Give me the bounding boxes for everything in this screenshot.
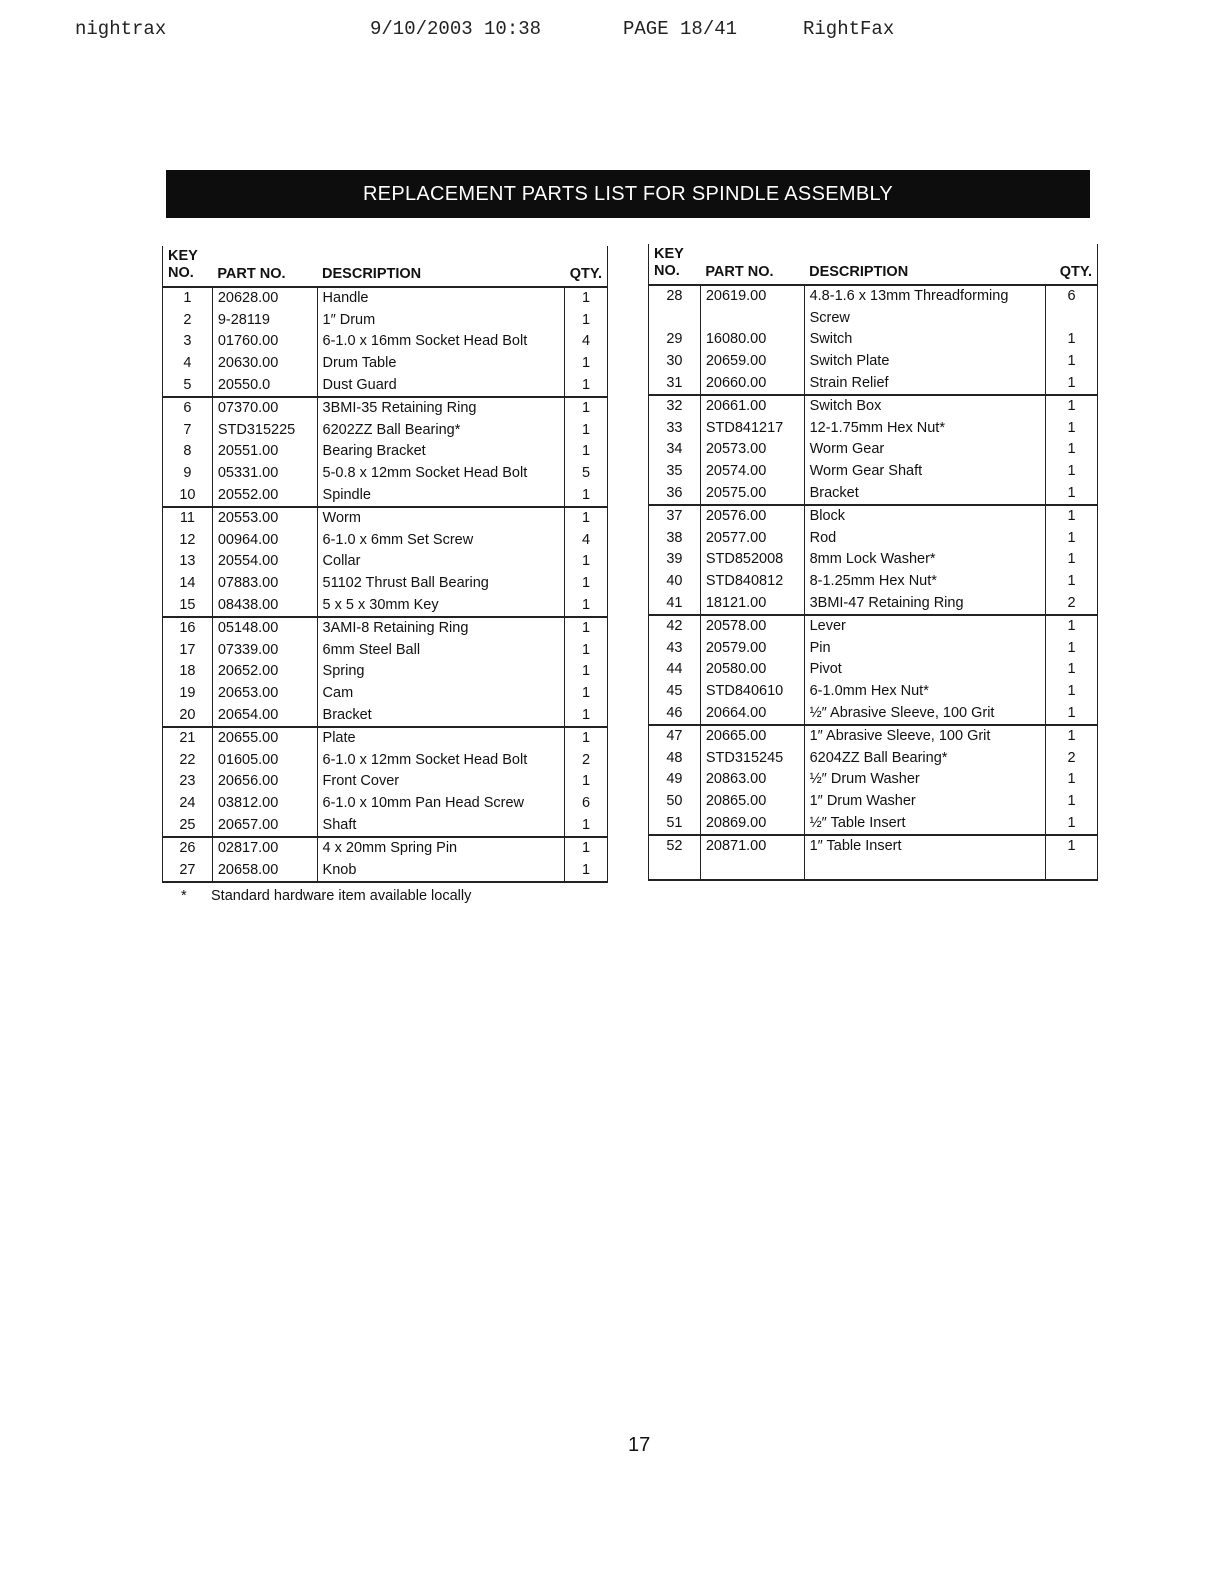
table-row xyxy=(163,287,608,310)
key-cell: 15 xyxy=(163,594,213,617)
fax-sender: nightrax xyxy=(75,18,167,40)
part-no-cell: 20551.00 xyxy=(212,441,317,463)
part-no-cell: STD840812 xyxy=(700,571,804,593)
qty-cell: 1 xyxy=(564,353,607,375)
key-cell: 17 xyxy=(163,640,213,662)
table-row xyxy=(649,592,1098,615)
part-no-cell: STD840610 xyxy=(700,681,804,703)
key-cell: 46 xyxy=(649,702,701,725)
qty-cell: 1 xyxy=(564,859,607,882)
qty-cell: 1 xyxy=(1046,482,1098,505)
description-cell: Handle xyxy=(317,287,564,310)
description-cell: 6-1.0 x 6mm Set Screw xyxy=(317,530,564,552)
description-cell: 1″ Abrasive Sleeve, 100 Grit xyxy=(804,725,1046,748)
table-row xyxy=(649,615,1098,638)
qty-cell xyxy=(1046,308,1098,330)
table-row xyxy=(163,683,608,705)
part-no-cell: STD841217 xyxy=(700,418,804,440)
part-no-cell: 20552.00 xyxy=(212,484,317,507)
key-cell: 20 xyxy=(163,704,213,727)
key-cell: 1 xyxy=(163,287,213,310)
key-cell: 45 xyxy=(649,681,701,703)
description-cell: 3AMI-8 Retaining Ring xyxy=(317,617,564,640)
qty-cell: 1 xyxy=(1046,812,1098,835)
column-header-qty: QTY. xyxy=(564,246,607,287)
part-no-cell: 05148.00 xyxy=(212,617,317,640)
part-no-cell: 03812.00 xyxy=(212,793,317,815)
table-row xyxy=(649,791,1098,813)
key-cell: 14 xyxy=(163,573,213,595)
part-no-cell: STD315225 xyxy=(212,420,317,442)
key-cell: 33 xyxy=(649,418,701,440)
part-no-cell: 20653.00 xyxy=(212,683,317,705)
description-cell: 3BMI-35 Retaining Ring xyxy=(317,397,564,420)
qty-cell: 1 xyxy=(564,727,607,750)
key-cell: 24 xyxy=(163,793,213,815)
table-row xyxy=(649,308,1098,330)
key-cell: 12 xyxy=(163,530,213,552)
description-cell: ½″ Drum Washer xyxy=(804,769,1046,791)
description-cell: Block xyxy=(804,505,1046,528)
description-cell: Switch Plate xyxy=(804,351,1046,373)
table-row xyxy=(649,857,1098,880)
part-no-cell: 05331.00 xyxy=(212,463,317,485)
part-no-cell xyxy=(700,308,804,330)
key-cell: 8 xyxy=(163,441,213,463)
key-cell xyxy=(649,857,701,880)
description-cell: 5 x 5 x 30mm Key xyxy=(317,594,564,617)
description-cell: Bracket xyxy=(317,704,564,727)
description-cell: Shaft xyxy=(317,814,564,837)
key-cell: 18 xyxy=(163,661,213,683)
description-cell: Worm Gear xyxy=(804,439,1046,461)
key-cell: 30 xyxy=(649,351,701,373)
part-no-cell: 07370.00 xyxy=(212,397,317,420)
key-cell: 38 xyxy=(649,528,701,550)
part-no-cell: 20658.00 xyxy=(212,859,317,882)
part-no-cell: 20665.00 xyxy=(700,725,804,748)
key-cell: 44 xyxy=(649,659,701,681)
part-no-cell: 20579.00 xyxy=(700,638,804,660)
qty-cell: 1 xyxy=(564,507,607,530)
description-cell: 6202ZZ Ball Bearing* xyxy=(317,420,564,442)
qty-cell: 2 xyxy=(1046,592,1098,615)
description-cell: Bearing Bracket xyxy=(317,441,564,463)
qty-cell: 1 xyxy=(1046,329,1098,351)
fax-brand: RightFax xyxy=(803,18,895,40)
part-no-cell: 20580.00 xyxy=(700,659,804,681)
qty-cell: 6 xyxy=(564,793,607,815)
qty-cell: 1 xyxy=(1046,351,1098,373)
qty-cell: 1 xyxy=(564,683,607,705)
qty-cell: 1 xyxy=(1046,638,1098,660)
table-row xyxy=(163,814,608,837)
part-no-cell: 20577.00 xyxy=(700,528,804,550)
description-cell: Strain Relief xyxy=(804,372,1046,395)
qty-cell: 1 xyxy=(1046,681,1098,703)
part-no-cell: 01605.00 xyxy=(212,749,317,771)
part-no-cell: 20863.00 xyxy=(700,769,804,791)
key-cell: 26 xyxy=(163,837,213,860)
table-row xyxy=(163,397,608,420)
part-no-cell: 20575.00 xyxy=(700,482,804,505)
qty-cell: 1 xyxy=(564,287,607,310)
description-cell: Switch xyxy=(804,329,1046,351)
description-cell: 6mm Steel Ball xyxy=(317,640,564,662)
qty-cell: 6 xyxy=(1046,285,1098,308)
qty-cell: 1 xyxy=(1046,725,1098,748)
part-no-cell: 02817.00 xyxy=(212,837,317,860)
table-row xyxy=(649,528,1098,550)
qty-cell: 1 xyxy=(564,420,607,442)
part-no-cell: 20554.00 xyxy=(212,551,317,573)
qty-cell: 1 xyxy=(1046,461,1098,483)
part-no-cell: 01760.00 xyxy=(212,331,317,353)
table-row xyxy=(163,727,608,750)
description-cell: 6-1.0 x 10mm Pan Head Screw xyxy=(317,793,564,815)
part-no-cell: 20574.00 xyxy=(700,461,804,483)
description-cell: Bracket xyxy=(804,482,1046,505)
qty-cell: 1 xyxy=(1046,372,1098,395)
qty-cell: 1 xyxy=(1046,571,1098,593)
qty-cell: 1 xyxy=(564,374,607,397)
table-row xyxy=(163,640,608,662)
description-cell: Pin xyxy=(804,638,1046,660)
table-row xyxy=(649,549,1098,571)
table-row xyxy=(163,594,608,617)
table-row xyxy=(163,530,608,552)
description-cell: Front Cover xyxy=(317,771,564,793)
key-cell: 31 xyxy=(649,372,701,395)
qty-cell: 1 xyxy=(564,551,607,573)
description-cell: 1″ Table Insert xyxy=(804,835,1046,858)
qty-cell: 1 xyxy=(1046,528,1098,550)
key-cell: 47 xyxy=(649,725,701,748)
table-row xyxy=(649,285,1098,308)
table-row xyxy=(163,374,608,397)
qty-cell: 1 xyxy=(564,814,607,837)
description-cell: Cam xyxy=(317,683,564,705)
qty-cell: 1 xyxy=(564,640,607,662)
key-cell: 22 xyxy=(163,749,213,771)
qty-cell: 1 xyxy=(1046,791,1098,813)
description-cell: ½″ Table Insert xyxy=(804,812,1046,835)
description-cell: 51102 Thrust Ball Bearing xyxy=(317,573,564,595)
part-no-cell: 20573.00 xyxy=(700,439,804,461)
description-cell: 6-1.0 x 12mm Socket Head Bolt xyxy=(317,749,564,771)
table-row xyxy=(649,638,1098,660)
table-row xyxy=(163,771,608,793)
qty-cell: 2 xyxy=(564,749,607,771)
part-no-cell: 9-28119 xyxy=(212,310,317,332)
table-row xyxy=(649,439,1098,461)
key-cell: 25 xyxy=(163,814,213,837)
key-cell: 19 xyxy=(163,683,213,705)
description-cell: 6-1.0mm Hex Nut* xyxy=(804,681,1046,703)
qty-cell: 1 xyxy=(1046,505,1098,528)
part-no-cell: 20628.00 xyxy=(212,287,317,310)
key-cell: 6 xyxy=(163,397,213,420)
description-cell: Worm Gear Shaft xyxy=(804,461,1046,483)
part-no-cell: 00964.00 xyxy=(212,530,317,552)
description-cell: Pivot xyxy=(804,659,1046,681)
part-no-cell: 07339.00 xyxy=(212,640,317,662)
table-row xyxy=(649,681,1098,703)
part-no-cell: 20655.00 xyxy=(212,727,317,750)
part-no-cell: 20550.0 xyxy=(212,374,317,397)
part-no-cell: 20661.00 xyxy=(700,395,804,418)
table-row xyxy=(163,617,608,640)
key-cell: 10 xyxy=(163,484,213,507)
part-no-cell: STD315245 xyxy=(700,747,804,769)
key-cell: 34 xyxy=(649,439,701,461)
qty-cell: 1 xyxy=(564,484,607,507)
description-cell: Switch Box xyxy=(804,395,1046,418)
column-header-part-no: PART NO. xyxy=(700,244,804,285)
table-row xyxy=(163,463,608,485)
key-cell: 16 xyxy=(163,617,213,640)
key-cell: 52 xyxy=(649,835,701,858)
qty-cell: 5 xyxy=(564,463,607,485)
key-cell: 32 xyxy=(649,395,701,418)
table-row xyxy=(649,395,1098,418)
column-header-part-no: PART NO. xyxy=(212,246,317,287)
table-row xyxy=(649,505,1098,528)
table-row xyxy=(649,747,1098,769)
column-header-description: DESCRIPTION xyxy=(317,246,564,287)
description-cell: Rod xyxy=(804,528,1046,550)
part-no-cell: 20654.00 xyxy=(212,704,317,727)
part-no-cell: 08438.00 xyxy=(212,594,317,617)
qty-cell xyxy=(1046,857,1098,880)
qty-cell: 1 xyxy=(564,771,607,793)
description-cell: Worm xyxy=(317,507,564,530)
table-row xyxy=(649,329,1098,351)
key-cell: 36 xyxy=(649,482,701,505)
description-cell: Dust Guard xyxy=(317,374,564,397)
table-row xyxy=(649,571,1098,593)
key-cell: 5 xyxy=(163,374,213,397)
qty-cell: 1 xyxy=(564,594,607,617)
table-row xyxy=(163,837,608,860)
column-header-key: KEY NO. xyxy=(163,246,213,287)
qty-cell: 1 xyxy=(1046,549,1098,571)
qty-cell: 1 xyxy=(1046,395,1098,418)
table-row xyxy=(163,441,608,463)
key-cell: 23 xyxy=(163,771,213,793)
key-cell: 49 xyxy=(649,769,701,791)
key-cell: 41 xyxy=(649,592,701,615)
key-cell: 21 xyxy=(163,727,213,750)
table-row xyxy=(649,769,1098,791)
key-cell: 28 xyxy=(649,285,701,308)
table-row xyxy=(649,482,1098,505)
table-row xyxy=(163,661,608,683)
description-cell: Lever xyxy=(804,615,1046,638)
key-cell: 50 xyxy=(649,791,701,813)
part-no-cell: 20869.00 xyxy=(700,812,804,835)
description-cell: Screw xyxy=(804,308,1046,330)
description-cell: 5-0.8 x 12mm Socket Head Bolt xyxy=(317,463,564,485)
part-no-cell: 07883.00 xyxy=(212,573,317,595)
description-cell: 12-1.75mm Hex Nut* xyxy=(804,418,1046,440)
part-no-cell: 20659.00 xyxy=(700,351,804,373)
table-row xyxy=(163,573,608,595)
key-cell: 43 xyxy=(649,638,701,660)
part-no-cell: 20619.00 xyxy=(700,285,804,308)
column-header-qty: QTY. xyxy=(1046,244,1098,285)
qty-cell: 2 xyxy=(1046,747,1098,769)
qty-cell: 1 xyxy=(1046,439,1098,461)
column-header-key: KEY NO. xyxy=(649,244,701,285)
qty-cell: 1 xyxy=(564,661,607,683)
description-cell: Collar xyxy=(317,551,564,573)
description-cell: Spring xyxy=(317,661,564,683)
key-cell: 39 xyxy=(649,549,701,571)
key-cell xyxy=(649,308,701,330)
table-row xyxy=(163,551,608,573)
key-cell: 48 xyxy=(649,747,701,769)
footnote xyxy=(181,888,471,904)
table-row xyxy=(649,418,1098,440)
qty-cell: 1 xyxy=(564,704,607,727)
qty-cell: 1 xyxy=(564,310,607,332)
key-cell: 29 xyxy=(649,329,701,351)
qty-cell: 1 xyxy=(1046,769,1098,791)
key-cell: 42 xyxy=(649,615,701,638)
qty-cell: 1 xyxy=(564,441,607,463)
table-row xyxy=(649,835,1098,858)
part-no-cell: 20630.00 xyxy=(212,353,317,375)
table-row xyxy=(649,702,1098,725)
table-row xyxy=(649,351,1098,373)
part-no-cell: 20865.00 xyxy=(700,791,804,813)
table-row xyxy=(649,725,1098,748)
description-cell: Drum Table xyxy=(317,353,564,375)
key-cell: 7 xyxy=(163,420,213,442)
table-row xyxy=(163,507,608,530)
part-no-cell: 20657.00 xyxy=(212,814,317,837)
qty-cell: 1 xyxy=(1046,702,1098,725)
footnote-text: Standard hardware item available locally xyxy=(211,888,472,904)
fax-header xyxy=(75,18,955,44)
qty-cell: 1 xyxy=(564,837,607,860)
part-no-cell: 20871.00 xyxy=(700,835,804,858)
qty-cell: 1 xyxy=(1046,659,1098,681)
description-cell xyxy=(804,857,1046,880)
page-title: REPLACEMENT PARTS LIST FOR SPINDLE ASSEMBLY xyxy=(166,170,1090,218)
qty-cell: 1 xyxy=(1046,418,1098,440)
description-cell: Plate xyxy=(317,727,564,750)
description-cell: 1″ Drum Washer xyxy=(804,791,1046,813)
key-cell: 40 xyxy=(649,571,701,593)
part-no-cell: 18121.00 xyxy=(700,592,804,615)
part-no-cell: 20652.00 xyxy=(212,661,317,683)
key-cell: 11 xyxy=(163,507,213,530)
description-cell: ½″ Abrasive Sleeve, 100 Grit xyxy=(804,702,1046,725)
description-cell: 3BMI-47 Retaining Ring xyxy=(804,592,1046,615)
table-row xyxy=(163,749,608,771)
table-row xyxy=(649,659,1098,681)
part-no-cell: 20660.00 xyxy=(700,372,804,395)
fax-datetime: 9/10/2003 10:38 xyxy=(370,18,542,40)
table-row xyxy=(163,484,608,507)
key-cell: 3 xyxy=(163,331,213,353)
qty-cell: 1 xyxy=(1046,615,1098,638)
part-no-cell: 20664.00 xyxy=(700,702,804,725)
fax-page: PAGE 18/41 xyxy=(623,18,738,40)
part-no-cell: STD852008 xyxy=(700,549,804,571)
part-no-cell xyxy=(700,857,804,880)
part-no-cell: 20656.00 xyxy=(212,771,317,793)
table-row xyxy=(163,793,608,815)
description-cell: 6204ZZ Ball Bearing* xyxy=(804,747,1046,769)
key-cell: 27 xyxy=(163,859,213,882)
part-no-cell: 20578.00 xyxy=(700,615,804,638)
qty-cell: 1 xyxy=(564,397,607,420)
description-cell: Spindle xyxy=(317,484,564,507)
description-cell: 8mm Lock Washer* xyxy=(804,549,1046,571)
table-row xyxy=(163,859,608,882)
table-row xyxy=(163,353,608,375)
key-cell: 35 xyxy=(649,461,701,483)
key-cell: 37 xyxy=(649,505,701,528)
table-row xyxy=(163,704,608,727)
qty-cell: 1 xyxy=(1046,835,1098,858)
column-header-description: DESCRIPTION xyxy=(804,244,1046,285)
key-cell: 51 xyxy=(649,812,701,835)
part-no-cell: 16080.00 xyxy=(700,329,804,351)
footnote-bullet: * xyxy=(181,888,187,904)
page-number: 17 xyxy=(628,1434,651,1456)
description-cell: 4 x 20mm Spring Pin xyxy=(317,837,564,860)
key-cell: 13 xyxy=(163,551,213,573)
qty-cell: 1 xyxy=(564,573,607,595)
qty-cell: 1 xyxy=(564,617,607,640)
table-row xyxy=(649,461,1098,483)
table-row xyxy=(649,812,1098,835)
table-row xyxy=(163,310,608,332)
table-row xyxy=(163,331,608,353)
parts-table-right xyxy=(648,244,1098,881)
description-cell: 8-1.25mm Hex Nut* xyxy=(804,571,1046,593)
qty-cell: 4 xyxy=(564,331,607,353)
table-row xyxy=(163,420,608,442)
part-no-cell: 20553.00 xyxy=(212,507,317,530)
description-cell: Knob xyxy=(317,859,564,882)
qty-cell: 4 xyxy=(564,530,607,552)
key-cell: 9 xyxy=(163,463,213,485)
description-cell: 6-1.0 x 16mm Socket Head Bolt xyxy=(317,331,564,353)
key-cell: 4 xyxy=(163,353,213,375)
description-cell: 1″ Drum xyxy=(317,310,564,332)
parts-table-left xyxy=(162,246,608,883)
table-row xyxy=(649,372,1098,395)
description-cell: 4.8-1.6 x 13mm Threadforming xyxy=(804,285,1046,308)
key-cell: 2 xyxy=(163,310,213,332)
part-no-cell: 20576.00 xyxy=(700,505,804,528)
